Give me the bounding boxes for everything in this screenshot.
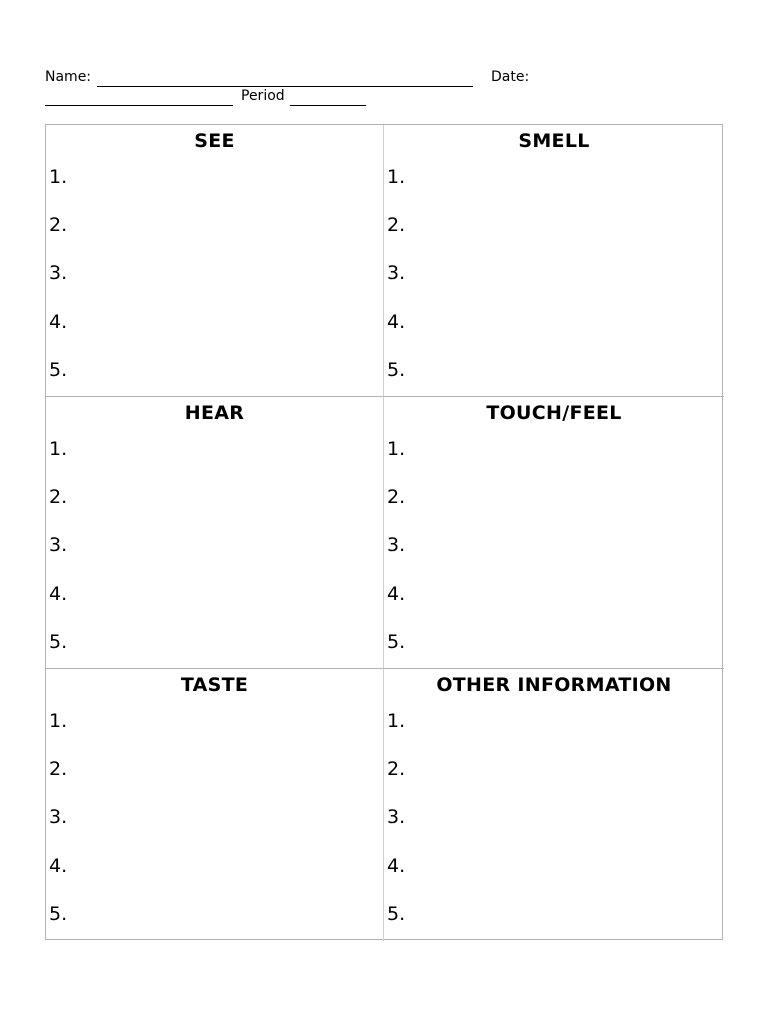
- section-smell: [384, 125, 724, 397]
- list-item: 1.: [387, 166, 406, 188]
- section-title: SEE: [194, 130, 235, 152]
- section-title: OTHER INFORMATION: [436, 674, 672, 696]
- list-item: 2.: [49, 214, 68, 237]
- list-item: 1.: [49, 438, 68, 460]
- list-item: 1.: [49, 710, 68, 732]
- list-item: 4.: [49, 582, 68, 605]
- list-item: 3.: [49, 262, 68, 285]
- numbered-list: [387, 425, 405, 666]
- list-item: 3.: [49, 534, 68, 557]
- section-taste: [46, 669, 384, 941]
- date-blank-line: [45, 91, 233, 106]
- list-item: 1.: [49, 166, 68, 188]
- list-item: 2.: [387, 486, 406, 509]
- list-item: 4.: [49, 854, 68, 877]
- worksheet-header: [45, 68, 725, 106]
- section-touch-feel: [384, 397, 724, 669]
- period-blank-line: [290, 91, 366, 106]
- list-item: 2.: [387, 214, 406, 237]
- section-title: HEAR: [184, 402, 245, 424]
- list-item: 5.: [49, 358, 68, 381]
- period-label: Period: [241, 88, 285, 104]
- list-item: 3.: [49, 806, 68, 829]
- list-item: 5.: [49, 902, 68, 925]
- list-item: 5.: [387, 630, 406, 653]
- date-label: Date:: [491, 69, 530, 85]
- senses-grid: [45, 124, 723, 940]
- section-title: SMELL: [518, 130, 590, 152]
- list-item: 5.: [387, 358, 406, 381]
- numbered-list: [387, 697, 405, 938]
- list-item: 4.: [387, 310, 406, 333]
- numbered-list: [49, 697, 67, 938]
- list-item: 5.: [387, 902, 406, 925]
- list-item: 3.: [387, 534, 406, 557]
- list-item: 5.: [49, 630, 68, 653]
- section-hear: [46, 397, 384, 669]
- section-other-information: [384, 669, 724, 941]
- section-title: TASTE: [180, 674, 249, 696]
- list-item: 4.: [49, 310, 68, 333]
- numbered-list: [387, 153, 405, 394]
- list-item: 2.: [49, 758, 68, 781]
- name-date-row: [45, 68, 725, 87]
- date-period-row: [45, 87, 725, 106]
- list-item: 3.: [387, 262, 406, 285]
- list-item: 2.: [387, 758, 406, 781]
- list-item: 4.: [387, 582, 406, 605]
- list-item: 3.: [387, 806, 406, 829]
- list-item: 2.: [49, 486, 68, 509]
- section-title: TOUCH/FEEL: [486, 402, 622, 424]
- list-item: 1.: [387, 438, 406, 460]
- numbered-list: [49, 425, 67, 666]
- section-see: [46, 125, 384, 397]
- list-item: 1.: [387, 710, 406, 732]
- name-label: Name:: [45, 69, 92, 85]
- name-blank-line: [97, 72, 473, 87]
- list-item: 4.: [387, 854, 406, 877]
- numbered-list: [49, 153, 67, 394]
